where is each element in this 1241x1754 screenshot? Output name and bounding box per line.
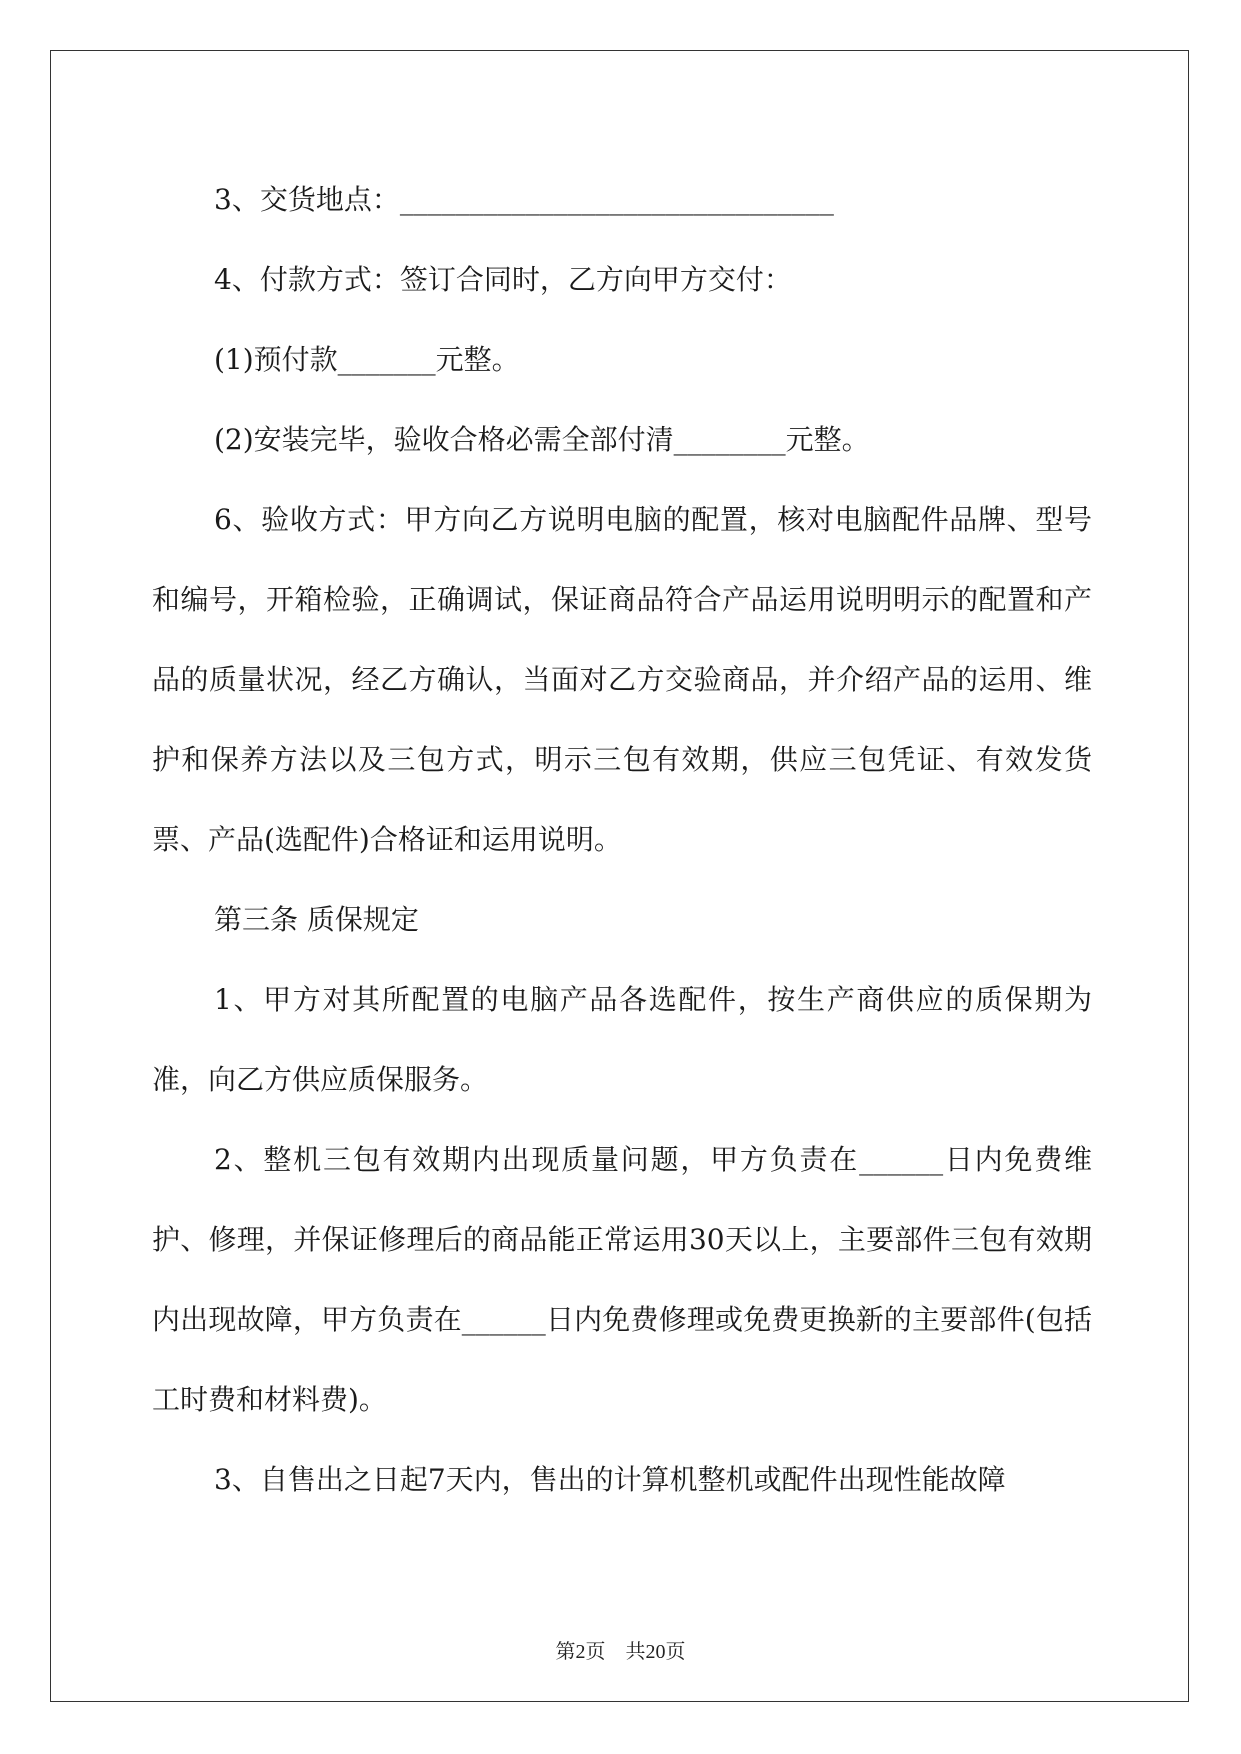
paragraph-acceptance-method: 6、验收方式：甲方向乙方说明电脑的配置，核对电脑配件品牌、型号和编号，开箱检验，正确调试，保证商品符合产品运用说明明示的配置和产品的质量状况，经乙方确认，当面对乙方交验商品，并介绍产品的运用、维护和保养方法以及三包方式，明示三包有效期，供应三包凭证、有效发货票、产品(选配件)合格证和运用说明。 <box>152 503 1092 856</box>
paragraph-warranty-clause-2: 2、整机三包有效期内出现质量问题，甲方负责在______日内免费维护、修理，并保证修理后的商品能正常运用30天以上，主要部件三包有效期内出现故障，甲方负责在______日内免费修理或免费更换新的主要部件(包括工时费和材料费)。 <box>152 1143 1092 1416</box>
paragraph-payment-method: 4、付款方式：签订合同时，乙方向甲方交付： <box>214 263 792 296</box>
document-body <box>152 160 1092 1520</box>
paragraph-delivery-location: 3、交货地点：_______________________________ <box>214 183 834 216</box>
paragraph-prepayment: (1)预付款_______元整。 <box>214 343 520 376</box>
page-number-footer: 第2页 共20页 <box>555 1641 686 1663</box>
paragraph-final-payment: (2)安装完毕，验收合格必需全部付清________元整。 <box>214 423 870 456</box>
section-heading-warranty: 第三条 质保规定 <box>214 903 419 936</box>
paragraph-warranty-clause-1: 1、甲方对其所配置的电脑产品各选配件，按生产商供应的质保期为准，向乙方供应质保服务。 <box>152 983 1092 1096</box>
paragraph-warranty-clause-3: 3、自售出之日起7天内，售出的计算机整机或配件出现性能故障 <box>214 1463 1006 1496</box>
